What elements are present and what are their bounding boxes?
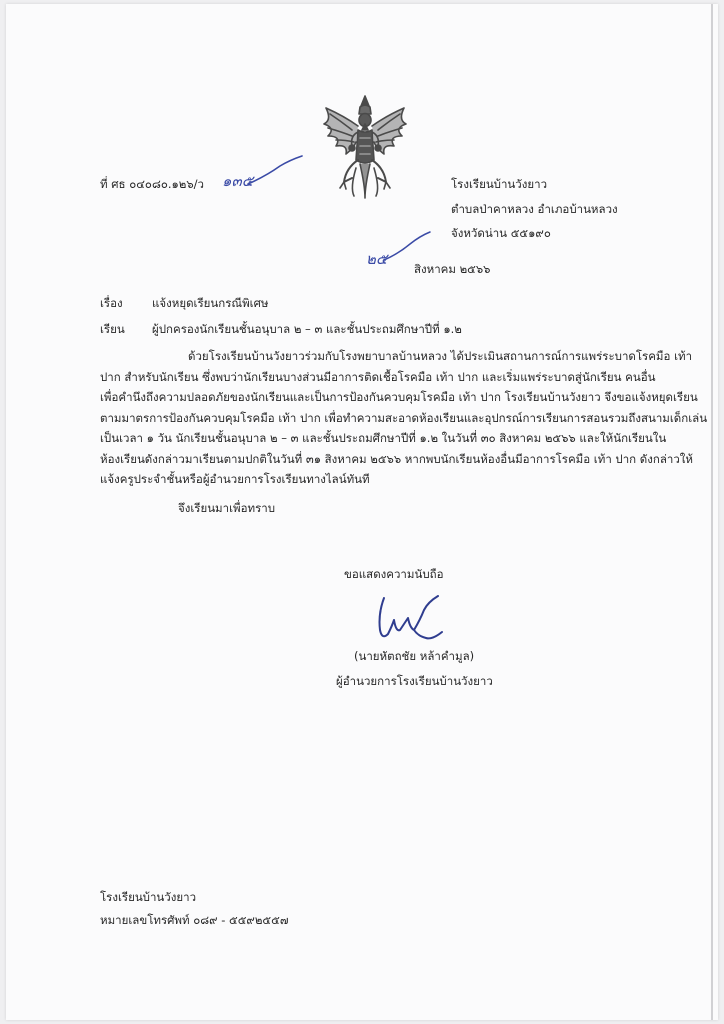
body-line: แจ้งครูประจำชั้นหรือผู้อำนวยการโรงเรียนทางไลน์ทันที <box>100 472 370 486</box>
handwritten-date-day: ๒๕ <box>366 250 388 268</box>
school-name: โรงเรียนบ้านวังยาว <box>451 177 548 191</box>
date-month-year: สิงหาคม ๒๕๖๖ <box>414 262 491 276</box>
regards: ขอแสดงความนับถือ <box>344 567 444 581</box>
garuda-emblem-icon <box>316 90 414 202</box>
handwritten-stroke <box>246 154 306 190</box>
subject-text: แจ้งหยุดเรียนกรณีพิเศษ <box>152 296 269 310</box>
body-line: ตามมาตรการป้องกันควบคุมโรคมือ เท้า ปาก เพื่อทำความสะอาดห้องเรียนและอุปกรณ์การเรียนการสอนรวมถึงสนามเด็กเล่น <box>100 410 708 425</box>
recipient-label: เรียน <box>100 322 125 336</box>
letter-page <box>6 4 718 1020</box>
handwritten-signature <box>368 590 450 646</box>
body-line: เป็นเวลา ๑ วัน นักเรียนชั้นอนุบาล ๒ – ๓ และชั้นประถมศึกษาปีที่ ๑.๒ ในวันที่ ๓๐ สิงหาคม ๒๕๖๖ และให้นักเรียนใน <box>100 431 667 445</box>
recipient-text: ผู้ปกครองนักเรียนชั้นอนุบาล ๒ – ๓ และชั้นประถมศึกษาปีที่ ๑.๒ <box>152 322 462 336</box>
signer-name: (นายหัตถชัย หล้าคำมูล) <box>354 649 475 663</box>
signer-title: ผู้อำนวยการโรงเรียนบ้านวังยาว <box>336 674 493 688</box>
body-line: ปาก สำหรับนักเรียน ซึ่งพบว่านักเรียนบางส่วนมีอาการติดเชื้อโรคมือ เท้า ปาก และเริ่มแพร่ระบาดสู่นักเรียน คนอื่น <box>100 369 656 384</box>
school-subdistrict-district: ตำบลป่าคาหลวง อำเภอบ้านหลวง <box>451 202 618 216</box>
reference-number: ที่ ศธ ๐๔๐๘๐.๑๒๖/ว <box>100 177 205 191</box>
scan-edge-line <box>711 4 713 1020</box>
body-paragraph <box>100 346 708 490</box>
body-line: ห้องเรียนดังกล่าวมาเรียนตามปกติในวันที่ ๓๑ สิงหาคม ๒๕๖๖ หากพบนักเรียนห้องอื่นมีอาการโรคมือ เท้า ปาก ดังกล่าวให้ <box>100 451 694 466</box>
body-line: ด้วยโรงเรียนบ้านวังยาวร่วมกับโรงพยาบาลบ้านหลวง ได้ประเมินสถานการณ์การแพร่ระบาดโรคมือ เท้า <box>188 349 693 363</box>
handwritten-stroke <box>382 230 432 264</box>
subject-label: เรื่อง <box>100 296 123 310</box>
closing-line: จึงเรียนมาเพื่อทราบ <box>178 501 276 515</box>
school-province: จังหวัดน่าน ๕๕๑๙๐ <box>451 226 551 240</box>
footer-school-name: โรงเรียนบ้านวังยาว <box>100 890 197 904</box>
body-line: เพื่อคำนึงถึงความปลอดภัยของนักเรียนและเป็นการป้องกันควบคุมโรคมือ เท้า ปาก โรงเรียนบ้านวังยาว จึงขอแจ้งหยุดเรียน <box>100 390 698 404</box>
handwritten-reference-number: ๑๓๕ <box>222 172 254 190</box>
footer-phone: หมายเลขโทรศัพท์ ๐๘๙ - ๕๕๙๒๕๕๗ <box>100 913 289 927</box>
